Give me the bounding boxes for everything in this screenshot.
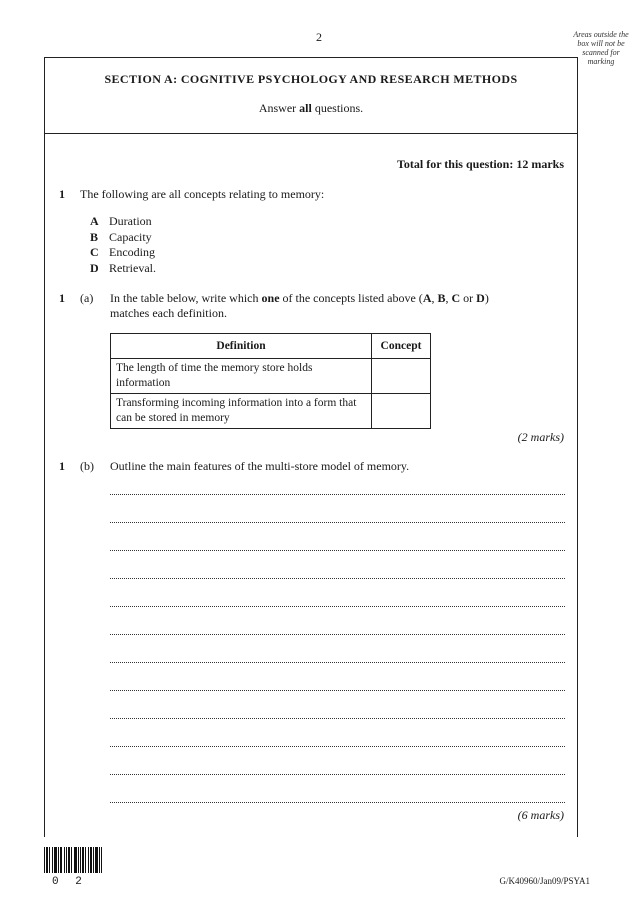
- answer-line[interactable]: [110, 746, 565, 747]
- part-b-prompt: Outline the main features of the multi-store model of memory.: [110, 459, 410, 473]
- section-title: SECTION A: COGNITIVE PSYCHOLOGY AND RESEARCH METHODS: [104, 72, 518, 86]
- question-stem: The following are all concepts relating to memory:: [80, 187, 325, 201]
- table-row: [111, 394, 431, 429]
- prompt-text: In the table below, write which: [110, 291, 262, 305]
- option-item: [90, 261, 156, 277]
- part-a-prompt: [110, 291, 489, 321]
- answer-line[interactable]: [110, 802, 565, 803]
- prompt-letter-c: C: [451, 291, 461, 305]
- table-header-row: [111, 334, 431, 359]
- options-list: [90, 214, 156, 276]
- part-a-prompt-line1: [110, 291, 489, 306]
- page-number: 2: [316, 30, 322, 44]
- frame-right-border: [577, 57, 578, 837]
- answer-line[interactable]: [110, 774, 565, 775]
- option-item: [90, 214, 156, 230]
- prompt-text: ): [484, 291, 489, 305]
- question-number: 1: [59, 187, 65, 201]
- instruction-text-end: questions.: [311, 101, 364, 115]
- answer-line[interactable]: [110, 522, 565, 523]
- answer-line[interactable]: [110, 662, 565, 663]
- option-item: [90, 230, 156, 246]
- option-letter: A: [90, 214, 99, 228]
- concept-answer-cell[interactable]: [372, 359, 431, 394]
- part-b-marks: (6 marks): [517, 808, 564, 822]
- margin-note: Areas outside the box will not be scanned for marking: [573, 30, 629, 66]
- prompt-letter-d: D: [476, 291, 485, 305]
- prompt-text: of the concepts listed above (: [279, 291, 423, 305]
- answer-line[interactable]: [110, 606, 565, 607]
- paper-reference: G/K40960/Jan09/PSYA1: [499, 876, 590, 886]
- prompt-separator: ,: [445, 291, 452, 305]
- part-a-number: 1: [59, 291, 65, 305]
- prompt-letter-a: A: [422, 291, 432, 305]
- part-a-prompt-line2: matches each definition.: [110, 306, 227, 320]
- option-letter: D: [90, 260, 99, 275]
- answer-line[interactable]: [110, 578, 565, 579]
- definition-table: [110, 333, 431, 429]
- answer-line[interactable]: [110, 494, 565, 495]
- answer-line[interactable]: [110, 690, 565, 691]
- option-letter: C: [90, 245, 99, 259]
- table-row: [111, 359, 431, 394]
- question-total-marks: Total for this question: 12 marks: [396, 157, 564, 171]
- frame-left-border: [44, 57, 45, 837]
- prompt-separator: or: [460, 291, 477, 305]
- header-definition: Definition: [111, 334, 372, 359]
- concept-answer-cell[interactable]: [372, 394, 431, 429]
- answer-line[interactable]: [110, 550, 565, 551]
- definition-cell: The length of time the memory store holds information: [111, 359, 372, 394]
- part-a-marks: (2 marks): [517, 430, 564, 444]
- section-instruction: [44, 101, 578, 116]
- part-b-number: 1: [59, 459, 65, 473]
- instruction-text: Answer: [258, 101, 300, 115]
- option-item: [90, 245, 156, 261]
- answer-line[interactable]: [110, 718, 565, 719]
- barcode-digits: 0 2: [52, 876, 87, 888]
- option-text: Encoding: [109, 245, 155, 259]
- barcode-icon: [44, 847, 104, 873]
- option-text: Capacity: [109, 229, 152, 244]
- answer-line[interactable]: [110, 634, 565, 635]
- instruction-emphasis: all: [299, 101, 312, 115]
- section-separator: [44, 133, 578, 134]
- option-letter: B: [90, 229, 99, 244]
- prompt-emphasis: one: [261, 291, 280, 305]
- prompt-letter-b: B: [437, 291, 446, 305]
- part-a-label: (a): [80, 291, 94, 305]
- definition-cell: Transforming incoming information into a form that can be stored in memory: [111, 394, 372, 429]
- part-b-label: (b): [80, 459, 94, 473]
- prompt-separator: ,: [431, 291, 438, 305]
- frame-top-border: [44, 57, 578, 58]
- option-text: Retrieval.: [109, 260, 156, 275]
- option-text: Duration: [109, 214, 152, 228]
- header-concept: Concept: [372, 334, 431, 359]
